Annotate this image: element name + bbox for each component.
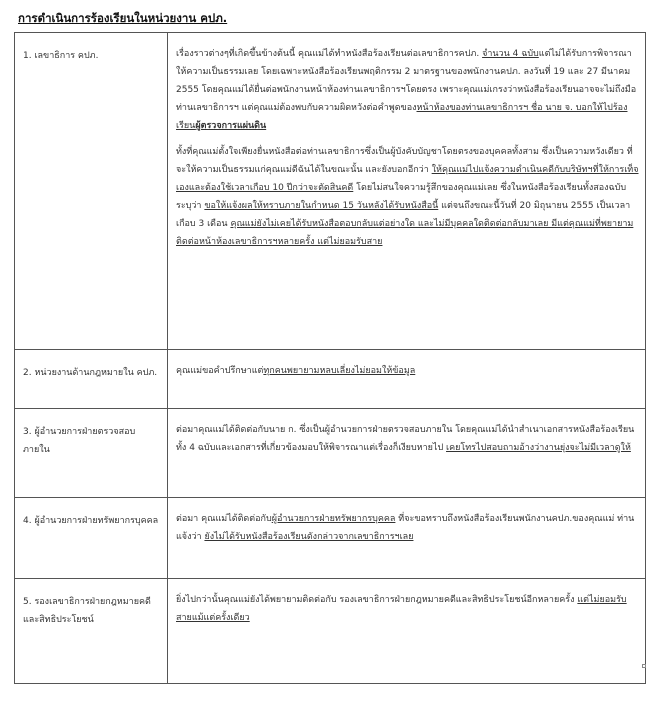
body-text: ต่อมาคุณแม่ได้ติดต่อกับนาย ก. ซึ่งเป็นผู้อำนวยการฝ่ายตรวจสอบภายใน โดยคุณแม่ได้นำสำเนาเอกสารหนังสือร้องเรียนทั้ง 4 ฉบับและเอกสารที่เกี่ยวข้องมอบให้พิจารณาแต่เรื่องก็เงียบหายไป	[176, 425, 635, 453]
emphasis-text: คุณแม่ยังไม่เคยได้รับหนังสือตอบกลับแต่อย่างใด และไม่มีบุคคลใดติดต่อกลับมาเลย มีแต่คุณแม่ที่พยายามติดต่อหน้าห้องเลขาธิการฯหลายครั้ง แต่ไม่ยอมรับสาย	[176, 219, 634, 247]
emphasis-text: ให้คุณแม่ไปแจ้งความดำเนินคดีกับบริษัทฯที่ให้การเท็จเองและต้องใช้เวลาเกือบ 10 ปีกว่าจะตัดสินคดี	[176, 165, 639, 193]
complaint-detail	[168, 33, 646, 350]
agency-label: 2. หน่วยงานด้านกฎหมายใน คปภ.	[15, 350, 168, 409]
emphasis-text: แต่ไม่ยอมรับสายแม้แต่ครั้งเดียว	[176, 595, 627, 623]
table-row	[15, 579, 646, 684]
detail-paragraph	[176, 591, 639, 627]
detail-paragraph	[176, 45, 639, 135]
detail-paragraph	[176, 362, 639, 380]
table-row	[15, 33, 646, 350]
emphasis-text: ขอให้แจ้งผลให้ทราบภายในกำหนด 15 วันหลังได้รับหนังสือนี้	[204, 201, 439, 211]
agency-label: 4. ผู้อำนวยการฝ่ายทรัพยากรบุคคล	[15, 498, 168, 579]
complaint-detail	[168, 409, 646, 498]
emphasis-text: ทุกคนพยายามหลบเลี่ยงไม่ยอมให้ข้อมูล	[263, 366, 416, 376]
detail-paragraph	[176, 421, 639, 457]
emphasis-text: ยังไม่ได้รับหนังสือร้องเรียนดังกล่าวจากเลขาธิการฯเลย	[204, 532, 414, 542]
body-text: ยิ่งไปกว่านั้นคุณแม่ยังได้พยายามติดต่อกับ รองเลขาธิการฝ่ายกฎหมายคดีและสิทธิประโยชน์อีกหลายครั้ง	[176, 595, 578, 605]
body-text: คุณแม่ขอคำปรึกษาแต่	[176, 366, 264, 376]
detail-paragraph	[176, 143, 639, 251]
body-text: ทั้งที่คุณแม่ตั้งใจเพียงยื่นหนังสือต่อท่านเลขาธิการซึ่งเป็นผู้บังคับบัญชาโดยตรงของบุคคลทั้งสาม ซึ่งเป็นความหวังเดียว ที่จะให้ความเป็นธรรมแก่คุณแม่ดีฉันได้ในขณะนั้น และยังบอกอีกว่า	[176, 147, 633, 175]
complaint-detail	[168, 498, 646, 579]
emphasis-text: เคยโทรไปสอบถามอ้างว่างานยุ่งจะไม่มีเวลาดูให้	[446, 443, 631, 453]
body-text: แต่ไม่ได้รับการพิจารณาให้ความเป็นธรรมเลย โดยเฉพาะหนังสือร้องเรียนพฤติกรรม 2 มาตรฐานของพนักงานคปภ. ลงวันที่ 19 และ 27 มีนาคม 2555 โดยคุณแม่ได้ยื่นต่อพนักงานหน้าห้องท่านเลขาธิการฯโดยตรง เพราะคุณแม่เกรงว่าหนังสือร้องเรียนอาจจะไม่ถึงมือท่านเลขาธิการฯ แต่คุณแม่ต้องพบกับความผิดหวังต่อคำพูดของ	[176, 49, 637, 113]
table-row	[15, 409, 646, 498]
agency-label: 1. เลขาธิการ คปภ.	[15, 33, 168, 350]
emphasis-text: ผู้อำนวยการฝ่ายทรัพยากรบุคคล	[271, 514, 396, 524]
body-text: แต่จนถึงขณะนี้วันที่ 20 มิถุนายน 2555 เป็นเวลาเกือบ 3 เดือน	[176, 201, 631, 229]
table-resize-handle	[642, 664, 646, 668]
document-title: การดำเนินการร้องเรียนในหน่วยงาน คปภ.	[18, 11, 228, 25]
body-text: ที่จะขอทราบถึงหนังสือร้องเรียนพนักงานคปภ.ของคุณแม่ ท่านแจ้งว่า	[176, 514, 635, 542]
body-text: ต่อมา คุณแม่ได้ติดต่อกับ	[176, 514, 272, 524]
table-row	[15, 350, 646, 409]
detail-paragraph	[176, 510, 639, 546]
agency-label: 3. ผู้อำนวยการฝ่ายตรวจสอบภายใน	[15, 409, 168, 498]
emphasis-text: จำนวน 4 ฉบับ	[482, 49, 539, 59]
complaint-detail	[168, 350, 646, 409]
emphasis-text: หน้าห้องของท่านเลขาธิการฯ ชื่อ นาย จ. บอกให้ไปร้องเรียน	[176, 103, 628, 131]
emphasis-text: ผู้ตรวจการแผ่นดิน	[195, 121, 267, 131]
body-text: โดยไม่สนใจความรู้สึกของคุณแม่เลย ซึ่งในหนังสือร้องเรียนทั้งสองฉบับระบุว่า	[176, 183, 627, 211]
complaints-table	[14, 32, 646, 684]
body-text: เรื่องราวต่างๆที่เกิดขึ้นข้างต้นนี้ คุณแม่ได้ทำหนังสือร้องเรียนต่อเลขาธิการคปภ.	[176, 49, 483, 59]
agency-label: 5. รองเลขาธิการฝ่ายกฎหมายคดีและสิทธิประโยชน์	[15, 579, 168, 684]
complaint-detail	[168, 579, 646, 684]
table-row	[15, 498, 646, 579]
